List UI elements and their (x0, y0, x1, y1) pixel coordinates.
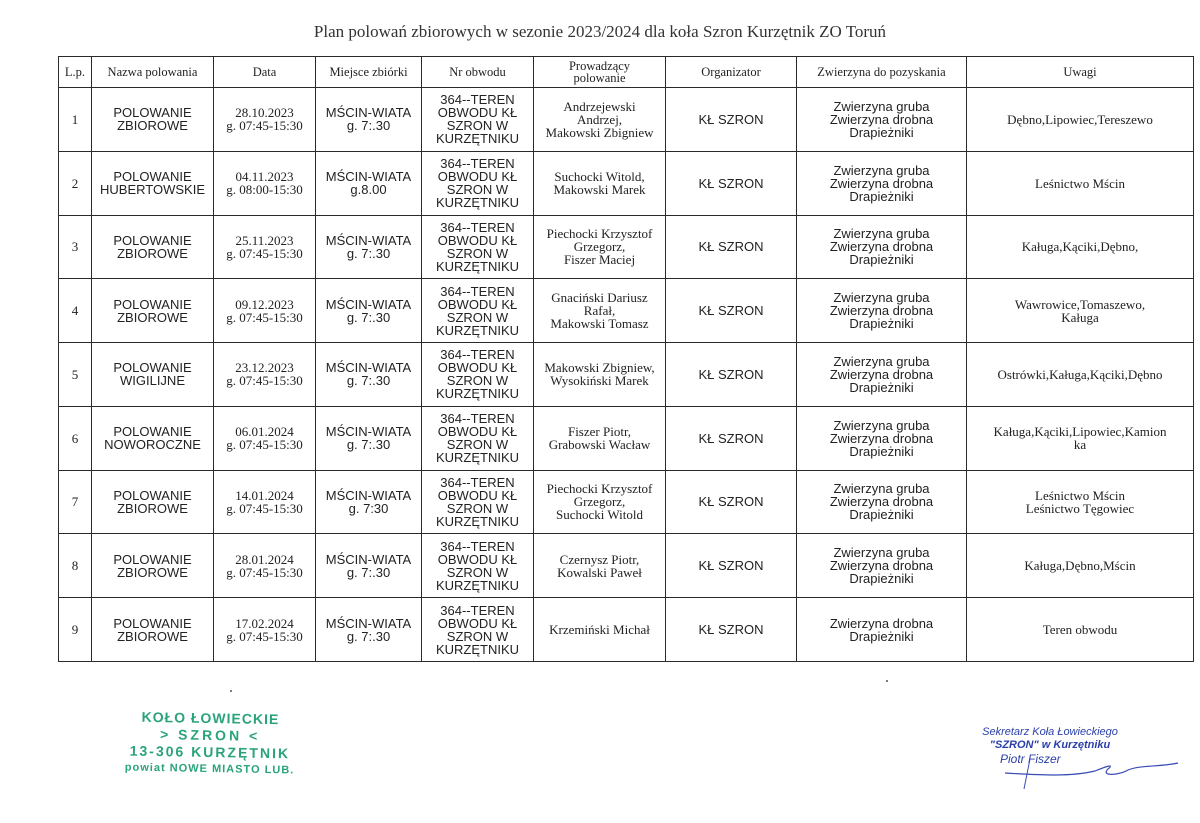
organizer-value: KŁ SZRON (698, 239, 764, 255)
note-line: Dębno,Lipowiec,Tereszewo (1007, 111, 1153, 127)
game-line: Zwierzyna gruba (833, 353, 930, 369)
header-leaders (534, 57, 666, 88)
scan-speck (230, 690, 232, 692)
cell-organizer (666, 598, 797, 662)
leader-line: Fiszer Maciej (563, 252, 636, 268)
leader-line: Suchocki Witold (556, 507, 643, 523)
area-line: OBWODU KŁ (437, 615, 518, 631)
area-line: KURZĘTNIKU (435, 131, 520, 147)
cell-area (422, 151, 534, 215)
note-line: Kaługa (1061, 309, 1099, 325)
stamp-line: 13-306 KURZĘTNIK (129, 742, 291, 762)
area-line: OBWODU KŁ (437, 424, 518, 440)
area-line: OBWODU KŁ (437, 487, 518, 503)
area-line: 364--TEREN (440, 219, 515, 235)
cell-place (316, 151, 422, 215)
date-value: 28.01.2024 (235, 551, 294, 567)
organizer-value: KŁ SZRON (698, 175, 764, 191)
area-line: OBWODU KŁ (437, 169, 518, 185)
game-line: Zwierzyna gruba (833, 98, 930, 114)
hunt-name-line: POLOWANIE (113, 169, 192, 185)
table-row (59, 88, 1194, 152)
date-value: 04.11.2023 (235, 169, 294, 185)
game-line: Drapieżniki (849, 443, 914, 459)
game-line: Zwierzyna drobna (829, 494, 934, 510)
game-line: Zwierzyna gruba (833, 481, 930, 497)
hours-value: g. 07:45-15:30 (226, 437, 303, 453)
hours-value: g. 07:45-15:30 (226, 373, 303, 389)
note-line: Kaługa,Kąciki,Lipowiec,Kamion (993, 424, 1167, 440)
cell-area (422, 343, 534, 407)
game-line: Drapieżniki (849, 628, 914, 644)
place-value: MŚCIN-WIATA (325, 169, 412, 185)
cell-date (214, 279, 316, 343)
cell-leaders (534, 534, 666, 598)
cell-lp (59, 598, 92, 662)
area-line: 364--TEREN (440, 92, 515, 108)
note-line: ka (1073, 437, 1087, 453)
cell-date (214, 343, 316, 407)
hunting-club-stamp (99, 708, 320, 780)
cell-place (316, 215, 422, 279)
header-notes: Uwagi (967, 57, 1194, 88)
cell-organizer (666, 534, 797, 598)
area-line: KURZĘTNIKU (435, 513, 520, 529)
hours-value: g. 07:45-15:30 (226, 118, 303, 134)
game-line: Drapieżniki (849, 252, 914, 268)
note-line: Leśnictwo Tęgowiec (1025, 500, 1135, 516)
game-line: Drapieżniki (849, 316, 914, 332)
gather-time: g. 7:.30 (346, 309, 391, 325)
cell-place (316, 343, 422, 407)
leader-line: Fiszer Piotr, (567, 424, 632, 440)
place-value: MŚCIN-WIATA (325, 105, 412, 121)
area-line: SZRON W (446, 500, 509, 516)
note-line: Leśnictwo Mścin (1035, 175, 1125, 191)
game-line: Drapieżniki (849, 188, 914, 204)
organizer-value: KŁ SZRON (698, 558, 764, 574)
note-line: Ostrówki,Kaługa,Kąciki,Dębno (997, 366, 1163, 382)
cell-leaders (534, 470, 666, 534)
header-organizer: Organizator (666, 57, 797, 88)
cell-game (797, 534, 967, 598)
secretary-club: "SZRON" w Kurzętniku (989, 739, 1111, 751)
lp-value: 7 (71, 494, 79, 510)
date-value: 17.02.2024 (235, 615, 294, 631)
cell-organizer (666, 215, 797, 279)
leader-line: Makowski Marek (553, 182, 646, 198)
area-line: KURZĘTNIKU (435, 641, 520, 657)
organizer-value: KŁ SZRON (698, 111, 764, 127)
area-line: SZRON W (446, 118, 509, 134)
game-line: Zwierzyna drobna (829, 111, 934, 127)
area-line: KURZĘTNIKU (435, 577, 520, 593)
game-line: Zwierzyna gruba (833, 545, 930, 561)
cell-lp (59, 88, 92, 152)
area-line: 364--TEREN (440, 156, 515, 172)
cell-organizer (666, 151, 797, 215)
hunt-name-line: POLOWANIE (113, 487, 192, 503)
area-line: 364--TEREN (440, 602, 515, 618)
game-line: Zwierzyna drobna (829, 558, 934, 574)
area-line: SZRON W (446, 628, 509, 644)
header-leaders-line: Prowadzący (568, 59, 631, 73)
gather-time: g.8.00 (350, 182, 387, 198)
note-line: Kaługa,Dębno,Mścin (1024, 558, 1136, 574)
secretary-stamp (955, 726, 1145, 752)
place-value: MŚCIN-WIATA (325, 424, 412, 440)
cell-date (214, 215, 316, 279)
leader-line: Grzegorz, (573, 239, 626, 255)
cell-leaders (534, 279, 666, 343)
game-line: Drapieżniki (849, 571, 914, 587)
game-line: Zwierzyna gruba (833, 417, 930, 433)
hunt-name-line: ZBIOROWE (117, 245, 188, 261)
cell-lp (59, 406, 92, 470)
table-row (59, 598, 1194, 662)
leader-line: Andrzejewski (563, 98, 636, 114)
table-row (59, 215, 1194, 279)
leader-line: Andrzej, (576, 111, 623, 127)
header-name: Nazwa polowania (92, 57, 214, 88)
hours-value: g. 07:45-15:30 (226, 564, 303, 580)
cell-place (316, 534, 422, 598)
gather-time: g. 7:.30 (346, 245, 391, 261)
area-line: OBWODU KŁ (437, 232, 518, 248)
organizer-value: KŁ SZRON (698, 430, 764, 446)
area-line: KURZĘTNIKU (435, 258, 520, 274)
secretary-signature-text: Piotr Fiszer (1000, 752, 1061, 766)
area-line: 364--TEREN (440, 411, 515, 427)
cell-game (797, 88, 967, 152)
leader-line: Czernysz Piotr, (559, 551, 640, 567)
cell-hunt-name (92, 88, 214, 152)
cell-hunt-name (92, 598, 214, 662)
game-line: Zwierzyna drobna (829, 303, 934, 319)
leader-line: Piechocki Krzysztof (546, 226, 653, 242)
stamp-line: KOŁO ŁOWIECKIE (141, 708, 280, 728)
cell-lp (59, 470, 92, 534)
hunt-name-line: POLOWANIE (113, 105, 192, 121)
leader-line: Makowski Zbigniew (545, 124, 654, 140)
place-value: MŚCIN-WIATA (325, 551, 412, 567)
area-line: SZRON W (446, 182, 509, 198)
header-place: Miejsce zbiórki (316, 57, 422, 88)
hours-value: g. 07:45-15:30 (226, 245, 303, 261)
hunt-name-line: POLOWANIE (113, 360, 192, 376)
table-row (59, 279, 1194, 343)
date-value: 06.01.2024 (235, 424, 294, 440)
cell-notes (967, 406, 1194, 470)
cell-area (422, 470, 534, 534)
note-line: Leśnictwo Mścin (1035, 487, 1125, 503)
lp-value: 3 (71, 239, 79, 255)
hunt-plan-table (58, 56, 1194, 662)
table-row (59, 534, 1194, 598)
cell-leaders (534, 151, 666, 215)
cell-hunt-name (92, 151, 214, 215)
gather-time: g. 7:.30 (346, 373, 391, 389)
leader-line: Gnaciński Dariusz (551, 290, 648, 306)
cell-hunt-name (92, 343, 214, 407)
table-row (59, 343, 1194, 407)
area-line: KURZĘTNIKU (435, 195, 520, 211)
hunt-name-line: WIGILIJNE (119, 373, 185, 389)
note-line: Teren obwodu (1042, 622, 1118, 638)
cell-place (316, 470, 422, 534)
cell-place (316, 279, 422, 343)
date-value: 23.12.2023 (235, 360, 294, 376)
cell-area (422, 534, 534, 598)
table-row (59, 470, 1194, 534)
hours-value: g. 07:45-15:30 (226, 500, 303, 516)
cell-place (316, 88, 422, 152)
cell-notes (967, 151, 1194, 215)
area-line: OBWODU KŁ (437, 551, 518, 567)
gather-time: g. 7:30 (348, 500, 389, 516)
hours-value: g. 07:45-15:30 (226, 309, 303, 325)
note-line: Wawrowice,Tomaszewo, (1014, 296, 1146, 312)
cell-date (214, 534, 316, 598)
leader-line: Grzegorz, (573, 494, 626, 510)
place-value: MŚCIN-WIATA (325, 232, 412, 248)
header-lp: L.p. (59, 57, 92, 88)
header-date: Data (214, 57, 316, 88)
lp-value: 5 (71, 366, 79, 382)
stamp-line: > SZRON < (159, 726, 261, 744)
hunt-name-line: ZBIOROWE (117, 564, 188, 580)
area-line: OBWODU KŁ (437, 296, 518, 312)
area-line: OBWODU KŁ (437, 105, 518, 121)
cell-area (422, 598, 534, 662)
gather-time: g. 7:.30 (346, 564, 391, 580)
lp-value: 4 (71, 303, 79, 319)
area-line: 364--TEREN (440, 347, 515, 363)
hunt-name-line: POLOWANIE (113, 615, 192, 631)
leader-line: Kowalski Paweł (557, 564, 642, 580)
hunt-name-line: POLOWANIE (113, 424, 192, 440)
cell-notes (967, 534, 1194, 598)
game-line: Zwierzyna drobna (829, 239, 934, 255)
hunt-name-line: POLOWANIE (113, 296, 192, 312)
hunt-name-line: ZBIOROWE (117, 500, 188, 516)
cell-lp (59, 215, 92, 279)
leader-line: Makowski Tomasz (550, 316, 649, 332)
cell-game (797, 470, 967, 534)
lp-value: 8 (71, 558, 79, 574)
game-line: Drapieżniki (849, 379, 914, 395)
area-line: SZRON W (446, 564, 509, 580)
leader-line: Rafał, (583, 303, 616, 319)
scan-speck (886, 680, 888, 682)
organizer-value: KŁ SZRON (698, 622, 764, 638)
hunt-name-line: POLOWANIE (113, 551, 192, 567)
area-line: KURZĘTNIKU (435, 450, 520, 466)
cell-area (422, 215, 534, 279)
cell-organizer (666, 470, 797, 534)
game-line: Zwierzyna gruba (833, 226, 930, 242)
organizer-value: KŁ SZRON (698, 366, 764, 382)
header-area: Nr obwodu (422, 57, 534, 88)
leader-line: Piechocki Krzysztof (546, 481, 653, 497)
cell-date (214, 406, 316, 470)
area-line: 364--TEREN (440, 283, 515, 299)
cell-leaders (534, 215, 666, 279)
cell-game (797, 406, 967, 470)
game-line: Drapieżniki (849, 124, 914, 140)
hours-value: g. 07:45-15:30 (226, 628, 303, 644)
hunt-name-line: ZBIOROWE (117, 118, 188, 134)
table-row (59, 151, 1194, 215)
hours-value: g. 08:00-15:30 (226, 182, 303, 198)
stamp-line: powiat NOWE MIASTO LUB. (124, 761, 295, 777)
table-row (59, 406, 1194, 470)
cell-game (797, 598, 967, 662)
cell-lp (59, 151, 92, 215)
cell-lp (59, 534, 92, 598)
game-line: Zwierzyna drobna (829, 430, 934, 446)
area-line: SZRON W (446, 437, 509, 453)
cell-notes (967, 88, 1194, 152)
cell-area (422, 88, 534, 152)
area-line: KURZĘTNIKU (435, 386, 520, 402)
cell-notes (967, 279, 1194, 343)
signature-scribble (1000, 755, 1180, 795)
cell-leaders (534, 343, 666, 407)
cell-organizer (666, 343, 797, 407)
cell-date (214, 470, 316, 534)
cell-hunt-name (92, 215, 214, 279)
area-line: KURZĘTNIKU (435, 322, 520, 338)
place-value: MŚCIN-WIATA (325, 296, 412, 312)
cell-area (422, 279, 534, 343)
cell-notes (967, 470, 1194, 534)
date-value: 25.11.2023 (235, 232, 294, 248)
cell-lp (59, 343, 92, 407)
area-line: SZRON W (446, 373, 509, 389)
cell-notes (967, 598, 1194, 662)
gather-time: g. 7:.30 (346, 628, 391, 644)
leader-line: Makowski Zbigniew, (544, 360, 655, 376)
cell-game (797, 343, 967, 407)
game-line: Zwierzyna gruba (833, 162, 930, 178)
hunt-name-line: POLOWANIE (113, 232, 192, 248)
game-line: Zwierzyna gruba (833, 290, 930, 306)
place-value: MŚCIN-WIATA (325, 360, 412, 376)
lp-value: 6 (71, 430, 79, 446)
cell-leaders (534, 598, 666, 662)
place-value: MŚCIN-WIATA (325, 487, 412, 503)
game-line: Zwierzyna drobna (829, 366, 934, 382)
area-line: 364--TEREN (440, 474, 515, 490)
cell-place (316, 406, 422, 470)
gather-time: g. 7:.30 (346, 118, 391, 134)
cell-leaders (534, 88, 666, 152)
date-value: 28.10.2023 (235, 105, 294, 121)
area-line: SZRON W (446, 309, 509, 325)
cell-area (422, 406, 534, 470)
cell-date (214, 88, 316, 152)
area-line: OBWODU KŁ (437, 360, 518, 376)
table-header-row (59, 57, 1194, 88)
cell-game (797, 151, 967, 215)
leader-line: Krzemiński Michał (549, 622, 650, 638)
cell-lp (59, 279, 92, 343)
leader-line: Suchocki Witold, (554, 169, 645, 185)
secretary-title: Sekretarz Koła Łowieckiego (982, 726, 1118, 738)
organizer-value: KŁ SZRON (698, 494, 764, 510)
organizer-value: KŁ SZRON (698, 303, 764, 319)
game-line: Zwierzyna drobna (829, 175, 934, 191)
game-line: Zwierzyna drobna (829, 615, 934, 631)
cell-leaders (534, 406, 666, 470)
cell-organizer (666, 88, 797, 152)
cell-hunt-name (92, 279, 214, 343)
cell-hunt-name (92, 534, 214, 598)
lp-value: 9 (71, 622, 79, 638)
hunt-name-line: NOWOROCZNE (104, 437, 201, 453)
lp-value: 2 (71, 175, 79, 191)
gather-time: g. 7:.30 (346, 437, 391, 453)
hunt-name-line: ZBIOROWE (117, 309, 188, 325)
leader-line: Grabowski Wacław (548, 437, 651, 453)
cell-notes (967, 343, 1194, 407)
cell-organizer (666, 406, 797, 470)
leader-line: Wysokiński Marek (550, 373, 649, 389)
document-title: Plan polowań zbiorowych w sezonie 2023/2024 dla koła Szron Kurzętnik ZO Toruń (313, 22, 887, 41)
area-line: 364--TEREN (440, 538, 515, 554)
hunt-name-line: HUBERTOWSKIE (100, 182, 205, 198)
lp-value: 1 (71, 111, 79, 127)
game-line: Drapieżniki (849, 507, 914, 523)
cell-date (214, 598, 316, 662)
note-line: Kaługa,Kąciki,Dębno, (1021, 239, 1139, 255)
cell-organizer (666, 279, 797, 343)
cell-hunt-name (92, 470, 214, 534)
cell-date (214, 151, 316, 215)
cell-game (797, 279, 967, 343)
date-value: 09.12.2023 (235, 296, 294, 312)
header-game: Zwierzyna do pozyskania (797, 57, 967, 88)
cell-place (316, 598, 422, 662)
cell-game (797, 215, 967, 279)
cell-hunt-name (92, 406, 214, 470)
area-line: SZRON W (446, 245, 509, 261)
hunt-name-line: ZBIOROWE (117, 628, 188, 644)
place-value: MŚCIN-WIATA (325, 615, 412, 631)
date-value: 14.01.2024 (235, 487, 294, 503)
cell-notes (967, 215, 1194, 279)
header-leaders-line: polowanie (573, 71, 626, 85)
